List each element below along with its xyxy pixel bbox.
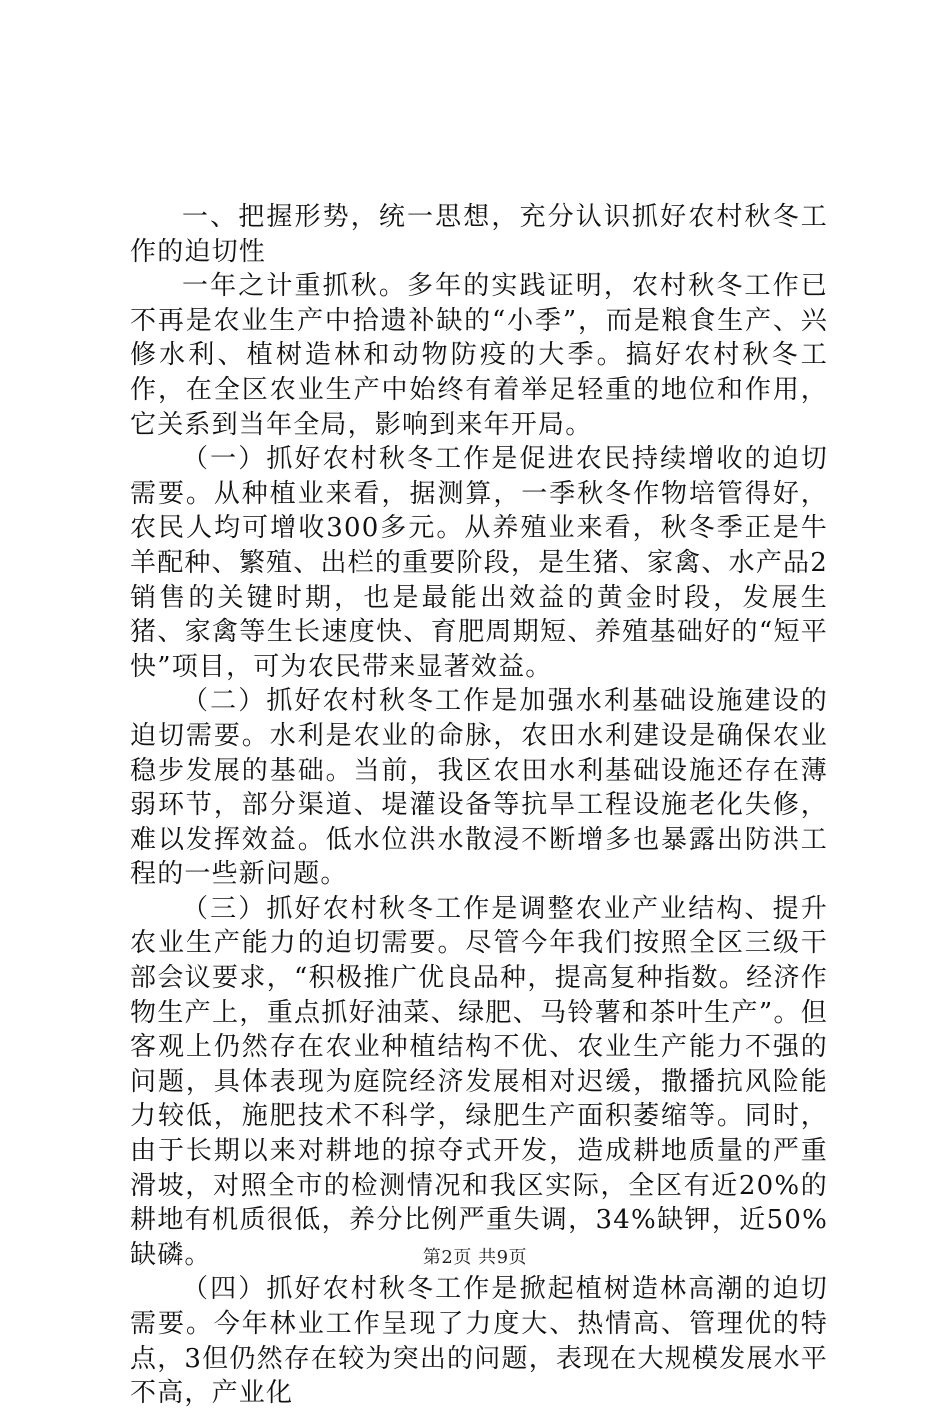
paragraph-point-one: （一）抓好农村秋冬工作是促进农民持续增收的迫切需要。从种植业来看，据测算，一季秋冬作物培管得好，农民人均可增收300多元。从养殖业来看，秋冬季正是牛羊配种、繁殖、出栏的重要阶段，是生猪、家禽、水产品2销售的关键时期，也是最能出效益的黄金时段，发展生猪、家禽等生长速度快、育肥周期短、养殖基础好的“短平快”项目，可为农民带来显著效益。 bbox=[130, 444, 828, 682]
section-heading: 一、把握形势，统一思想，充分认识抓好农村秋冬工作的迫切性 bbox=[130, 202, 828, 267]
paragraph-point-two: （二）抓好农村秋冬工作是加强水利基础设施建设的迫切需要。水利是农业的命脉，农田水利建设是确保农业稳步发展的基础。当前，我区农田水利基础设施还存在薄弱环节，部分渠道、堤灌设备等抗旱工程设施老化失修，难以发挥效益。低水位洪水散浸不断增多也暴露出防洪工程的一些新问题。 bbox=[130, 686, 828, 890]
paragraph-intro: 一年之计重抓秋。多年的实践证明，农村秋冬工作已不再是农业生产中拾遗补缺的“小季”，而是粮食生产、兴修水利、植树造林和动物防疫的大季。搞好农村秋冬工作，在全区农业生产中始终有着举足轻重的地位和作用，它关系到当年全局，影响到来年开局。 bbox=[130, 271, 828, 440]
page-number-footer: 第2页 共9页 bbox=[422, 1247, 528, 1268]
paragraph-point-three: （三）抓好农村秋冬工作是调整农业产业结构、提升农业生产能力的迫切需要。尽管今年我们按照全区三级干部会议要求，“积极推广优良品种，提高复种指数。经济作物生产上，重点抓好油菜、绿肥、马铃薯和茶叶生产”。但客观上仍然存在农业种植结构不优、农业生产能力不强的问题，具体表现为庭院经济发展相对迟缓，撒播抗风险能力较低，施肥技术不科学，绿肥生产面积萎缩等。同时，由于长期以来对耕地的掠夺式开发，造成耕地质量的严重滑坡，对照全市的检测情况和我区实际，全区有近20%的耕地有机质很低，养分比例严重失调，34%缺钾，近50%缺磷。 bbox=[130, 893, 828, 1270]
paragraph-point-four: （四）抓好农村秋冬工作是掀起植树造林高潮的迫切需要。今年林业工作呈现了力度大、热情高、管理优的特点，3但仍然存在较为突出的问题，表现在大规模发展水平不高，产业化 bbox=[130, 1274, 828, 1409]
document-body bbox=[130, 200, 828, 1411]
